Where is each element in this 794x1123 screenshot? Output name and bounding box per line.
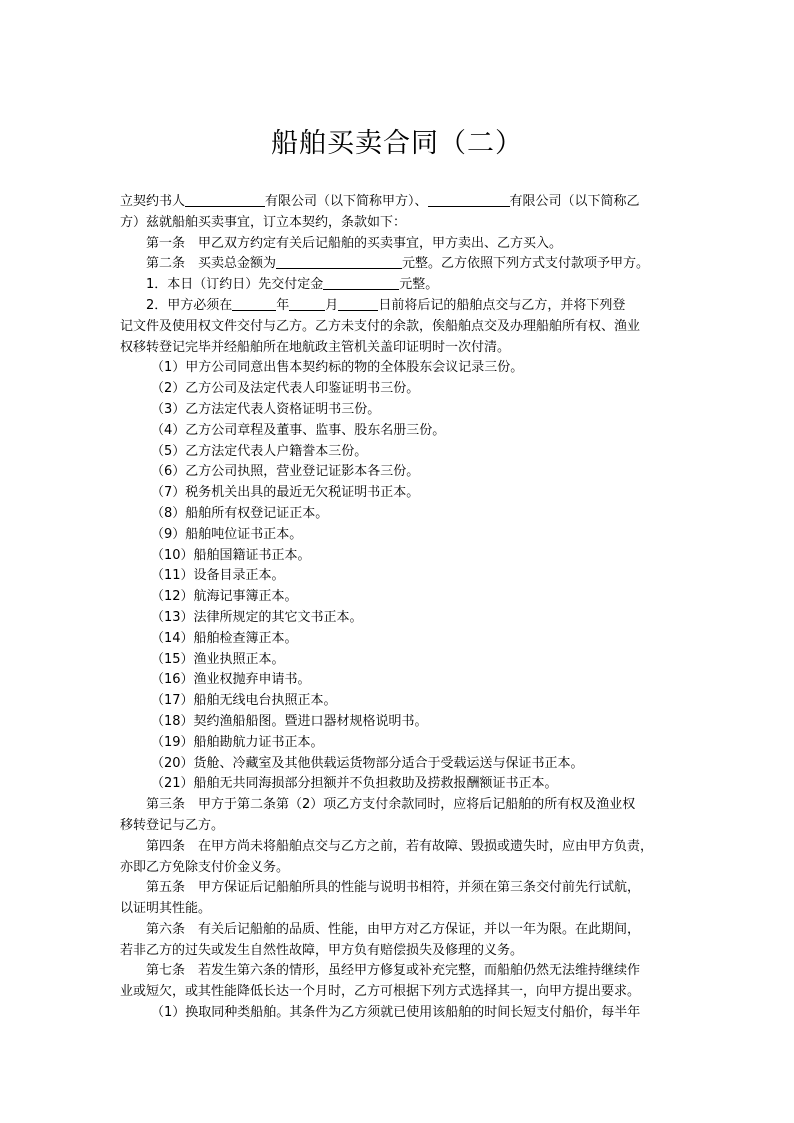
payment-item-2-line-2: 记文件及使用权文件交付与乙方。乙方未支付的余款，俟船舶点交及办理船舶所有权、渔业 (120, 318, 641, 334)
document-list-item: （4）乙方公司章程及董事、监事、股东名册三份。 (151, 422, 446, 438)
blank-buyer-name (428, 192, 510, 207)
document-list-item: （18）契约渔船船图。暨进口器材规格说明书。 (151, 713, 428, 729)
article-4-line-2: 亦即乙方免除支付价金义务。 (120, 859, 290, 875)
document-list-item: （6）乙方公司执照，营业登记证影本各三份。 (151, 464, 420, 480)
document-list-item: （7）税务机关出具的最近无欠税证明书正本。 (151, 485, 420, 501)
article-5: 第五条 甲方保证后记船舶所具的性能与说明书相符，并须在第三条交付前先行试航， (146, 880, 641, 896)
article-1: 第一条 甲乙双方约定有关后记船舶的买卖事宜，甲方卖出、乙方买入。 (146, 235, 563, 251)
document-list-item: （11）设备目录正本。 (151, 568, 285, 584)
article-2 (120, 254, 686, 275)
article-6: 第六条 有关后记船舶的品质、性能，由甲方对乙方保证，并以一年为限。在此期间， (146, 921, 641, 937)
payment-item-2 (120, 296, 686, 317)
document-list-item: （10）船舶国籍证书正本。 (151, 547, 311, 563)
article-6-line-2: 若非乙方的过失或发生自然性故障，甲方负有赔偿损失及修理的义务。 (120, 942, 524, 958)
contract-body (120, 192, 686, 1024)
payment-item-2-text-a: 2．甲方必须在 (146, 297, 233, 313)
document-list-item: （1）甲方公司同意出售本契约标的物的全体股东会议记录三份。 (151, 360, 524, 376)
document-list-item: （3）乙方法定代表人资格证明书三份。 (151, 401, 381, 417)
document-list-item: （13）法律所规定的其它文书正本。 (151, 609, 363, 625)
document-list-item: （15）渔业执照正本。 (151, 651, 285, 667)
document-list-item: （21）船舶无共同海损部分担额并不负担救助及捞救报酬额证书正本。 (151, 776, 558, 792)
document-list-item: （16）渔业权抛弃申请书。 (151, 672, 311, 688)
article-2-text-a: 第二条 买卖总金额为 (146, 256, 277, 272)
payment-item-2-line-3: 权移转登记完毕并经船舶所在地航政主管机关盖印证明时一次付清。 (120, 339, 511, 355)
blank-total-amount (276, 254, 402, 269)
article-7: 第七条 若发生第六条的情形，虽经甲方修复或补充完整，而船舶仍然无法维持继续作 (146, 963, 641, 979)
intro-line-2: 方）兹就船舶买卖事宜，订立本契约，条款如下： (120, 214, 407, 230)
intro-text-a: 立契约书人 (120, 194, 186, 209)
blank-year (232, 296, 276, 311)
document-list-item: （8）船舶所有权登记证正本。 (151, 505, 329, 521)
document-list-item: （19）船舶勘航力证书正本。 (151, 734, 324, 750)
article-2-text-b: 元整。乙方依照下列方式支付款项予甲方。 (402, 256, 650, 272)
document-list-item: （17）船舶无线电台执照正本。 (151, 693, 337, 709)
article-3-line-2: 移转登记与乙方。 (120, 817, 225, 833)
payment-item-1 (120, 275, 686, 296)
document-list-item: （14）船舶检查簿正本。 (151, 630, 298, 646)
blank-deposit-amount (323, 275, 399, 290)
blank-day (338, 296, 378, 311)
document-list-item: （5）乙方法定代表人户籍誊本三份。 (151, 443, 368, 459)
year-label: 年 (276, 297, 290, 313)
intro-line-1 (120, 192, 686, 213)
option-item-1: （1）换取同种类船舶。其条件为乙方须就已使用该船舶的时间长短支付船价，每半年 (151, 1005, 641, 1021)
document-list-item: （20）货舱、冷藏室及其他供载运货物部分适合于受载运送与保证书正本。 (151, 755, 584, 771)
month-label: 月 (325, 297, 339, 313)
document-title: 船舶买卖合同（二） (271, 128, 523, 159)
blank-month (289, 296, 325, 311)
document-list-item: （2）乙方公司及法定代表人印鉴证明书三份。 (151, 381, 420, 397)
payment-item-2-text-b: 日前将后记的船舶点交与乙方，并将下列登 (378, 297, 626, 313)
blank-seller-name (185, 192, 265, 207)
article-5-line-2: 以证明其性能。 (120, 901, 212, 917)
document-list-item: （12）航海记事簿正本。 (151, 589, 298, 605)
document-list-item: （9）船舶吨位证书正本。 (151, 526, 303, 542)
intro-text-b: 有限公司（以下简称甲方）、 (265, 194, 428, 209)
intro-text-c: 有限公司（以下简称乙 (509, 194, 640, 209)
payment-item-1-text-b: 元整。 (399, 277, 439, 293)
article-4: 第四条 在甲方尚未将船舶点交与乙方之前，若有故障、毁损或遗失时，应由甲方负责， (146, 838, 654, 854)
article-7-line-2: 业或短欠，或其性能降低长达一个月时，乙方可根据下列方式选择其一，向甲方提出要求。 (120, 984, 641, 1000)
article-3: 第三条 甲方于第二条第（2）项乙方支付余款同时，应将后记船舶的所有权及渔业权 (146, 797, 636, 813)
payment-item-1-text-a: 1．本日（订约日）先交付定金 (146, 277, 324, 293)
